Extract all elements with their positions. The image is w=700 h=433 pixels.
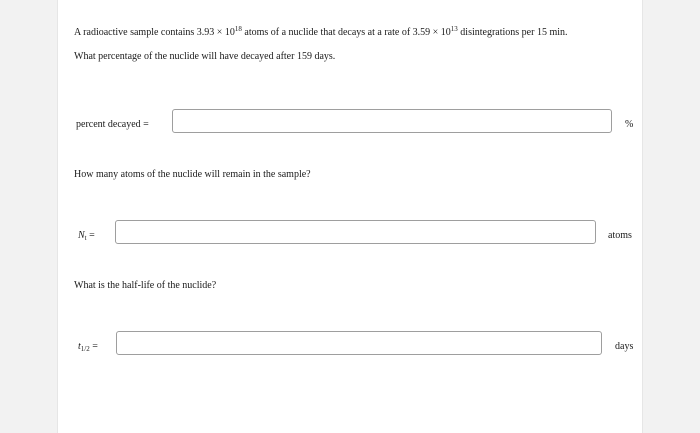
days-unit: days <box>615 341 634 352</box>
percent-decayed-label: percent decayed = <box>76 119 149 130</box>
half-life-question: What is the half-life of the nuclide? <box>74 280 217 291</box>
stem-exponent-1: 18 <box>234 25 242 33</box>
half-life-symbol: t <box>78 341 81 352</box>
stem-text-3: disintegrations per 15 min. <box>457 27 568 38</box>
remaining-atoms-question: How many atoms of the nuclide will remain in the sample? <box>74 169 311 180</box>
stem-text-1: A radioactive sample contains 3.93 × 10 <box>74 27 235 38</box>
half-life-equals: = <box>92 341 98 352</box>
nt-subscript: t <box>84 234 87 242</box>
nt-label <box>78 229 95 242</box>
nt-symbol: N <box>78 230 85 241</box>
half-life-input[interactable] <box>116 331 602 355</box>
atoms-unit: atoms <box>608 230 632 241</box>
stem-text-2: atoms of a nuclide that decays at a rate of 3.59 × 10 <box>241 27 451 38</box>
problem-question: What percentage of the nuclide will have decayed after 159 days. <box>74 51 336 62</box>
problem-statement <box>74 26 568 39</box>
question-card <box>57 0 643 433</box>
remaining-atoms-input[interactable] <box>115 220 596 244</box>
percent-decayed-input[interactable] <box>172 109 612 133</box>
half-life-label <box>78 340 98 353</box>
stem-exponent-2: 13 <box>450 25 458 33</box>
nt-equals: = <box>89 230 95 241</box>
half-life-subscript: 1/2 <box>80 345 90 353</box>
percent-unit: % <box>625 119 634 130</box>
